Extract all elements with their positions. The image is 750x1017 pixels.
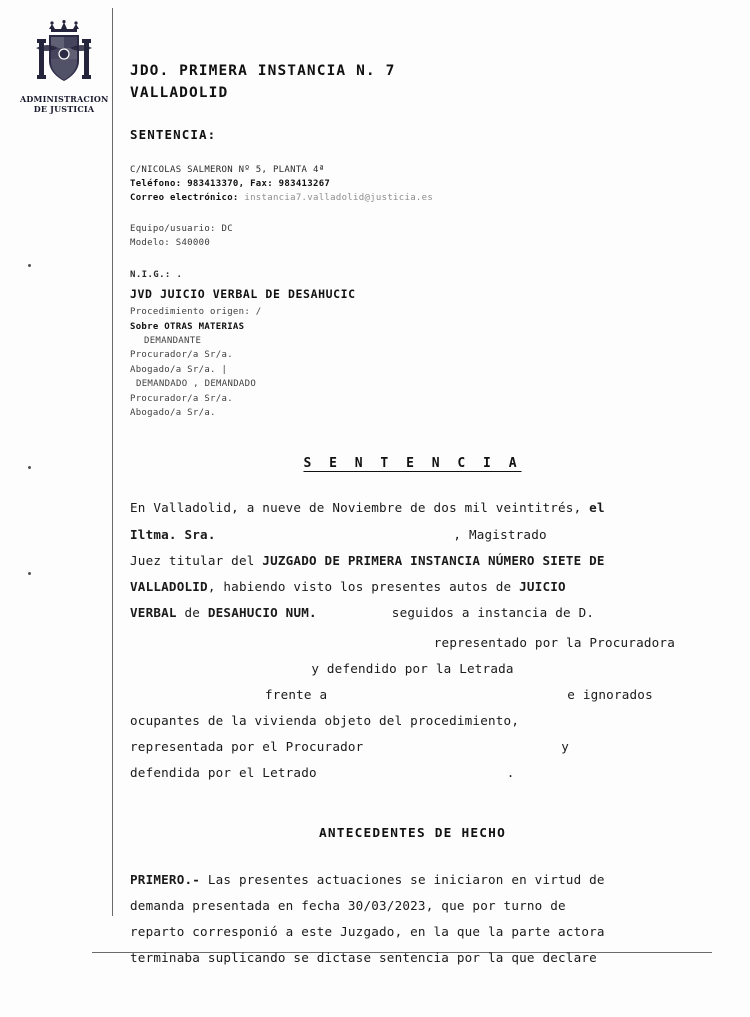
court-header xyxy=(130,60,695,105)
court-header-line1: JDO. PRIMERA INSTANCIA N. 7 xyxy=(130,63,396,79)
procedimiento-origen-line: Procedimiento origen: / xyxy=(130,307,262,318)
intro-text-2: el xyxy=(589,500,605,516)
abogado-demandado-line: Abogado/a Sr/a. xyxy=(130,408,216,419)
redacted-procurador-name xyxy=(371,734,561,760)
frente-a-text: frente a xyxy=(265,686,328,702)
jvd-procedure-line: JVD JUICIO VERBAL DE DESAHUCIC xyxy=(130,286,356,301)
opposing-party-line xyxy=(130,682,695,708)
address-phone-value: 983413370, Fax: 983413267 xyxy=(187,178,331,189)
occupants-text: ocupantes de la vivienda objeto del procedimiento, xyxy=(130,712,520,728)
defendant-defense-line xyxy=(130,760,695,786)
spain-coat-of-arms-icon xyxy=(33,20,95,92)
intro-text-12: DESAHUCIO NUM. xyxy=(207,604,317,620)
intro-text-3: Iltma. Sra. xyxy=(130,526,224,542)
sentence-period: . xyxy=(506,765,515,781)
primero-line1: Las presentes actuaciones se iniciaron en virtud de xyxy=(200,872,605,888)
represented-by-procuradora: representado por la Procuradora xyxy=(433,634,675,650)
emblem-caption-line2: DE JUSTICIA xyxy=(33,104,95,114)
margin-punch-dot xyxy=(28,572,31,575)
equipo-line2: Modelo: S40000 xyxy=(130,238,211,249)
representation-line-1 xyxy=(130,630,695,656)
intro-text-6: JUZGADO DE PRIMERA INSTANCIA NÚMERO SIETE DE xyxy=(262,552,605,568)
representation-line-2 xyxy=(130,656,695,682)
emblem-block xyxy=(20,20,108,114)
equipo-line1: Equipo/usuario: DC xyxy=(130,223,233,234)
primero-line4: terminaba suplicando se dictase sentencia por la que declare xyxy=(130,950,597,966)
procurador-demandado-line: Procurador/a Sr/a. xyxy=(130,393,233,404)
redacted-letrado-name xyxy=(317,760,507,786)
primero-label: PRIMERO.- xyxy=(130,872,201,888)
margin-punch-dot xyxy=(28,466,31,469)
emblem-caption xyxy=(20,94,108,114)
emblem-caption-line1: ADMINISTRACION xyxy=(20,94,109,104)
antecedentes-heading: ANTECEDENTES DE HECHO xyxy=(319,826,506,842)
defended-by-letrada: y defendido por la Letrada xyxy=(311,660,514,676)
intro-text-10: VERBAL xyxy=(130,604,177,620)
court-header-line2: VALLADOLID xyxy=(130,85,229,102)
intro-text-11: de xyxy=(176,604,208,620)
redacted-case-number xyxy=(317,600,392,626)
address-email-label: Correo electrónico: xyxy=(130,192,239,203)
equipo-block xyxy=(130,222,695,251)
abogado-demandante-line: Abogado/a Sr/a. | xyxy=(130,364,228,375)
primero-paragraph xyxy=(130,867,695,971)
intro-text-13: seguidos a instancia de D. xyxy=(391,604,595,620)
redacted-opposing-party xyxy=(327,682,567,708)
document-body-column xyxy=(130,0,695,971)
occupants-line xyxy=(130,708,695,734)
address-email-row xyxy=(130,192,695,206)
nig-block xyxy=(130,268,695,421)
address-block xyxy=(130,164,695,206)
margin-vertical-rule xyxy=(112,8,113,916)
sentencia-label: SENTENCIA: xyxy=(130,126,217,142)
demandado-line: DEMANDADO , DEMANDADO xyxy=(136,379,257,390)
intro-text-9: JUICIO xyxy=(519,578,566,594)
intro-text-5: Juez titular del xyxy=(130,552,263,568)
procurador-demandante-line: Procurador/a Sr/a. xyxy=(130,350,233,361)
redacted-judge-name xyxy=(223,522,453,548)
primero-line3: reparto corresponió a este Juzgado, en la que la parte actora xyxy=(130,924,605,940)
nig-line: N.I.G.: . xyxy=(130,269,183,280)
address-phone-label: Teléfono: xyxy=(130,178,182,189)
address-street: C/NICOLAS SALMERON Nº 5, PLANTA 4ª xyxy=(130,164,325,175)
sentencia-title: S E N T E N C I A xyxy=(303,456,522,472)
ruling-intro-paragraph xyxy=(130,495,695,625)
ignored-occupants-text: e ignorados xyxy=(567,686,653,702)
and-connector: y xyxy=(561,739,570,754)
primero-line2: demanda presentada en fecha 30/03/2023, que por turno de xyxy=(130,898,566,914)
sobre-line: Sobre OTRAS MATERIAS xyxy=(130,321,245,332)
address-email-value: instancia7.valladolid@justicia.es xyxy=(244,192,434,203)
defendant-representation-line xyxy=(130,734,695,760)
margin-punch-dot xyxy=(28,264,31,267)
represented-by-procurador: representada por el Procurador xyxy=(130,739,372,754)
intro-text-1: En Valladolid, a nueve de Noviembre de dos mil veintitrés, xyxy=(130,500,590,516)
intro-text-7: VALLADOLID xyxy=(130,578,208,594)
intro-text-4: , Magistrado xyxy=(453,526,547,542)
defended-by-letrado: defendida por el Letrado xyxy=(130,765,317,781)
demandante-line: DEMANDANTE xyxy=(144,336,202,347)
intro-text-8: , habiendo visto los presentes autos de xyxy=(207,578,520,594)
address-phone-row xyxy=(130,178,695,192)
